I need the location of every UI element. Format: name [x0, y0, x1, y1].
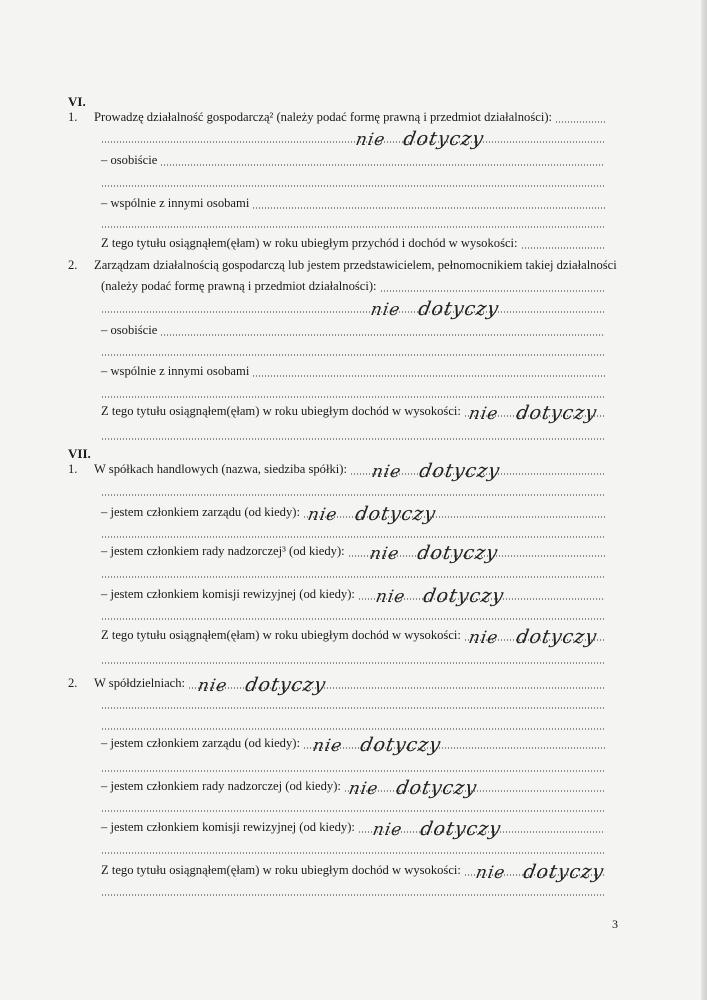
item-number: 2.	[68, 676, 78, 690]
handwritten-word: dotyczy	[415, 542, 500, 564]
form-line	[101, 215, 605, 229]
field-label: (należy podać formę prawną i przedmiot działalności):	[101, 279, 377, 293]
handwritten-answer	[367, 542, 500, 564]
handwritten-word: nie	[374, 587, 408, 607]
handwritten-word: nie	[347, 779, 381, 799]
handwritten-word: dotyczy	[394, 777, 479, 799]
form-line	[94, 258, 617, 272]
handwritten-word: dotyczy	[353, 503, 438, 525]
handwritten-word: nie	[311, 736, 345, 756]
field-label: Z tego tytułu osiągnąłem(ęłam) w roku ubiegłym przychód i dochód w wysokości:	[101, 236, 518, 250]
handwritten-word: nie	[371, 820, 405, 840]
handwritten-answer	[347, 777, 479, 799]
item-number: 1.	[68, 462, 78, 476]
form-line	[101, 542, 605, 564]
form-line	[101, 503, 605, 525]
dotted-answer-field[interactable]	[101, 174, 605, 188]
form-line	[101, 565, 605, 579]
dotted-answer-field[interactable]	[303, 503, 605, 525]
dotted-answer-field[interactable]	[101, 343, 605, 357]
dotted-answer-field[interactable]	[101, 385, 605, 399]
handwritten-word: nie	[467, 404, 501, 424]
form-line	[94, 460, 605, 482]
form-line	[101, 279, 605, 293]
handwritten-answer	[196, 674, 328, 696]
dotted-answer-field[interactable]	[521, 236, 605, 250]
field-label: Zarządzam działalnością gospodarczą lub jestem przedstawicielem, pełnomocnikiem takiej działalności	[94, 258, 617, 272]
form-line	[101, 174, 605, 188]
form-line	[101, 402, 605, 424]
handwritten-word: dotyczy	[514, 402, 599, 424]
dotted-answer-field[interactable]	[380, 279, 605, 293]
handwritten-answer	[467, 626, 599, 648]
handwritten-answer	[474, 861, 606, 883]
field-label: – osobiście	[101, 153, 158, 167]
handwritten-answer	[370, 460, 502, 482]
handwritten-word: nie	[354, 130, 388, 150]
dotted-answer-field[interactable]	[101, 883, 605, 897]
field-label: – jestem członkiem zarządu (od kiedy):	[101, 505, 300, 519]
handwritten-word: dotyczy	[514, 626, 599, 648]
dotted-answer-field[interactable]	[188, 674, 605, 696]
dotted-answer-field[interactable]	[101, 841, 605, 855]
field-label: W spółdzielniach:	[94, 676, 186, 690]
form-line	[101, 841, 605, 855]
field-label: – osobiście	[101, 323, 158, 337]
handwritten-word: dotyczy	[416, 298, 501, 320]
form-line	[101, 343, 605, 357]
form-line	[101, 717, 605, 731]
handwritten-word: dotyczy	[521, 861, 606, 883]
dotted-answer-field[interactable]	[101, 696, 605, 710]
field-label: Z tego tytułu osiągnąłem(ęłam) w roku ubiegłym dochód w wysokości:	[101, 628, 461, 642]
dotted-answer-field[interactable]	[344, 777, 605, 799]
item-number: 1.	[68, 110, 78, 124]
dotted-answer-field[interactable]	[101, 427, 605, 441]
form-line	[101, 153, 605, 167]
handwritten-word: nie	[196, 676, 230, 696]
handwritten-word: dotyczy	[358, 734, 443, 756]
dotted-answer-field[interactable]	[303, 734, 605, 756]
form-line	[101, 298, 605, 320]
item-number: 2.	[68, 258, 78, 272]
dotted-answer-field[interactable]	[101, 759, 605, 773]
field-label: W spółkach handlowych (nazwa, siedziba spółki):	[94, 462, 347, 476]
section-vi-heading: VI.	[68, 94, 86, 109]
form-line	[101, 861, 606, 883]
dotted-answer-field[interactable]	[101, 128, 605, 150]
handwritten-answer	[311, 734, 443, 756]
field-label: – jestem członkiem rady nadzorczej³ (od kiedy):	[101, 544, 345, 558]
form-line	[101, 734, 605, 756]
form-line	[101, 818, 605, 840]
dotted-answer-field[interactable]	[464, 861, 606, 883]
dotted-answer-field[interactable]	[101, 607, 605, 621]
dotted-answer-field[interactable]	[101, 525, 605, 539]
dotted-answer-field[interactable]	[358, 585, 605, 607]
field-label: – jestem członkiem komisji rewizyjnej (od kiedy):	[101, 587, 355, 601]
handwritten-word: nie	[474, 863, 508, 883]
dotted-answer-field[interactable]	[160, 323, 605, 337]
handwritten-answer	[369, 298, 501, 320]
section-vii-heading: VII.	[68, 446, 91, 461]
dotted-answer-field[interactable]	[101, 799, 605, 813]
handwritten-word: dotyczy	[401, 128, 486, 150]
handwritten-answer	[467, 402, 599, 424]
form-line	[94, 674, 605, 696]
dotted-answer-field[interactable]	[252, 196, 605, 210]
form-line	[101, 626, 605, 648]
form-line	[101, 483, 605, 497]
field-label: Z tego tytułu osiągnąłem(ęłam) w roku ubiegłym dochód w wysokości:	[101, 863, 461, 877]
field-label: Prowadzę działalność gospodarczą² (należy podać formę prawną i przedmiot działalności):	[94, 110, 553, 124]
field-label: Z tego tytułu osiągnąłem(ęłam) w roku ubiegłym dochód w wysokości:	[101, 404, 461, 418]
field-label: – jestem członkiem rady nadzorczej (od kiedy):	[101, 779, 341, 793]
handwritten-word: nie	[369, 300, 403, 320]
form-line	[101, 799, 605, 813]
handwritten-answer	[354, 128, 486, 150]
dotted-answer-field[interactable]	[101, 651, 605, 665]
handwritten-word: dotyczy	[417, 460, 502, 482]
form-line	[101, 585, 605, 607]
handwritten-word: dotyczy	[421, 585, 506, 607]
dotted-answer-field[interactable]	[252, 364, 605, 378]
field-label: – jestem członkiem zarządu (od kiedy):	[101, 736, 300, 750]
handwritten-word: nie	[467, 628, 501, 648]
form-line	[101, 607, 605, 621]
form-line	[101, 427, 605, 441]
form-line	[101, 236, 605, 250]
page-number: 3	[612, 917, 618, 931]
scan-edge	[701, 0, 707, 1000]
form-line	[101, 651, 605, 665]
handwritten-word: dotyczy	[418, 818, 503, 840]
form-line	[101, 323, 605, 337]
dotted-answer-field[interactable]	[101, 717, 605, 731]
field-label: – wspólnie z innymi osobami	[101, 364, 250, 378]
form-line	[101, 364, 605, 378]
handwritten-answer	[306, 503, 438, 525]
field-label: – wspólnie z innymi osobami	[101, 196, 250, 210]
dotted-answer-field[interactable]	[358, 818, 605, 840]
dotted-answer-field[interactable]	[464, 402, 605, 424]
handwritten-answer	[371, 818, 503, 840]
dotted-answer-field[interactable]	[101, 298, 605, 320]
form-line	[101, 128, 605, 150]
field-label: – jestem członkiem komisji rewizyjnej (od kiedy):	[101, 820, 355, 834]
handwritten-word: dotyczy	[243, 674, 328, 696]
form-line	[101, 385, 605, 399]
dotted-answer-field[interactable]	[101, 483, 605, 497]
handwritten-word: nie	[306, 505, 340, 525]
dotted-answer-field[interactable]	[101, 215, 605, 229]
form-line	[94, 110, 605, 124]
form-line	[101, 759, 605, 773]
handwritten-word: nie	[367, 544, 401, 564]
form-line	[101, 777, 605, 799]
dotted-answer-field[interactable]	[348, 542, 605, 564]
dotted-answer-field[interactable]	[101, 565, 605, 579]
form-line	[101, 525, 605, 539]
dotted-answer-field[interactable]	[464, 626, 605, 648]
form-line	[101, 883, 605, 897]
handwritten-word: nie	[370, 462, 404, 482]
handwritten-answer	[374, 585, 506, 607]
form-line	[101, 196, 605, 210]
dotted-answer-field[interactable]	[160, 153, 605, 167]
dotted-answer-field[interactable]	[350, 460, 605, 482]
dotted-answer-field[interactable]	[555, 110, 605, 124]
form-line	[101, 696, 605, 710]
